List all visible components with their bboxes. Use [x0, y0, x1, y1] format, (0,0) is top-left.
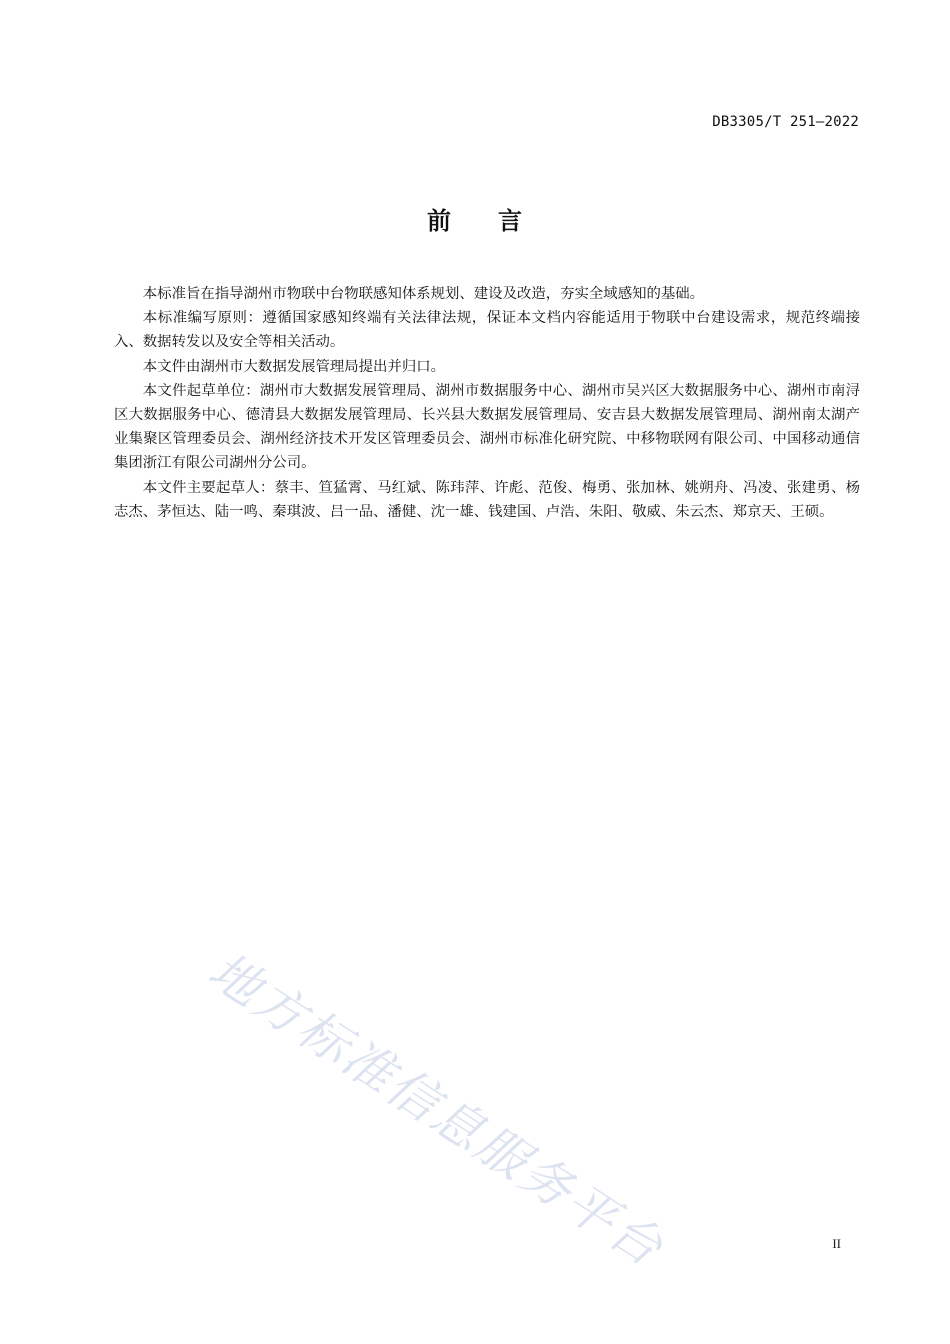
paragraph-purpose: 本标准旨在指导湖州市物联中台物联感知体系规划、建设及改造，夯实全域感知的基础。 — [142, 286, 705, 302]
paragraph-proposer: 本文件由湖州市大数据发展管理局提出并归口。 — [142, 358, 446, 375]
watermark-text: 地方标准信息服务平台 — [198, 941, 675, 1279]
section-title-part-1: 前 — [427, 207, 452, 235]
document-code: DB3305/T 251—2022 — [712, 114, 859, 130]
section-title-part-2: 言 — [498, 207, 523, 235]
section-title — [0, 201, 950, 236]
paragraph-drafting-units: 本文件起草单位：湖州市大数据发展管理局、湖州市数据服务中心、湖州市吴兴区大数据服务中心、湖州市南浔区大数据服务中心、德清县大数据发展管理局、长兴县大数据发展管理局、安吉县大数据发展管理局、湖州南太湖产业集聚区管理委员会、湖州经济技术开发区管理委员会、湖州市标准化研究院、中移物联网有限公司、中国移动通信集团浙江有限公司湖州分公司。 — [114, 382, 860, 472]
foreword-content — [114, 282, 860, 524]
paragraph-principles: 本标准编写原则：遵循国家感知终端有关法律法规，保证本文档内容能适用于物联中台建设需求，规范终端接入、数据转发以及安全等相关活动。 — [114, 310, 860, 351]
paragraph-drafters: 本文件主要起草人：蔡丰、笪猛霄、马红斌、陈玮萍、许彪、范俊、梅勇、张加林、姚朔舟、冯凌、张建勇、杨志杰、茅恒达、陆一鸣、秦琪波、吕一品、潘健、沈一雄、钱建国、卢浩、朱阳、敬威、朱云杰、郑京天、王硕。 — [114, 479, 860, 520]
page-number: II — [832, 1236, 841, 1251]
